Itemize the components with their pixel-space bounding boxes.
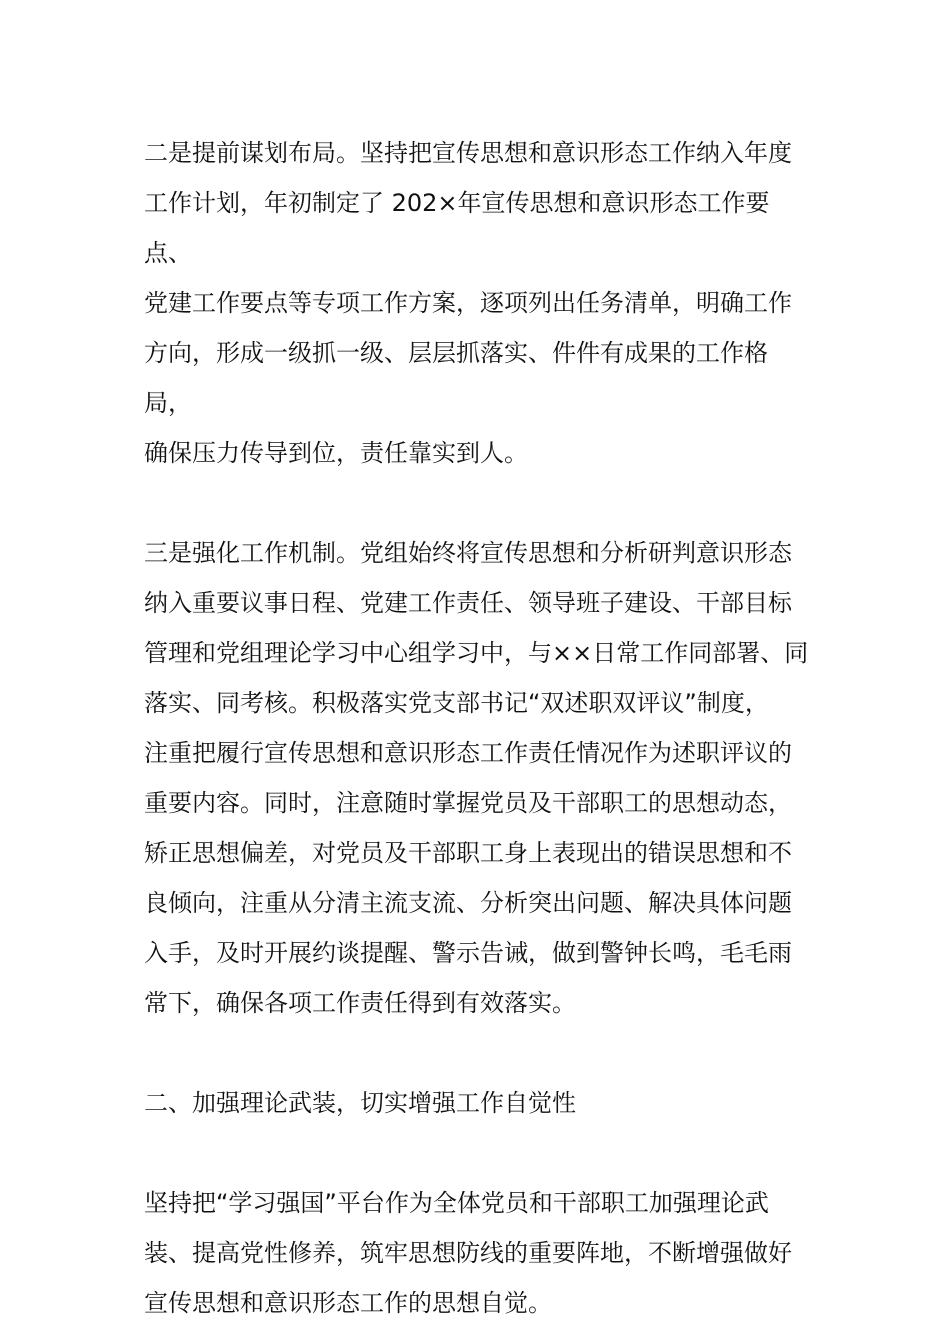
text-line: 坚持把“学习强国”平台作为全体党员和干部职工加强理论武: [144, 1189, 769, 1217]
paragraph-spacer: [144, 1128, 812, 1178]
heading-line: 二、加强理论武装，切实增强工作自觉性: [144, 1089, 576, 1117]
text-line: 党建工作要点等专项工作方案，逐项列出任务清单，明确工作: [144, 289, 792, 317]
text-line: 确保压力传导到位，责任靠实到人。: [144, 439, 528, 467]
section-heading: [144, 1078, 812, 1128]
text-line: 装、提高党性修养，筑牢思想防线的重要阵地，不断增强做好: [144, 1239, 792, 1267]
text-line: 管理和党组理论学习中心组学习中，与××日常工作同部署、同: [144, 639, 809, 667]
paragraph-study-platform: [144, 1178, 812, 1328]
text-line: 入手，及时开展约谈提醒、警示告诫，做到警钟长鸣，毛毛雨: [144, 939, 792, 967]
text-line: 良倾向，注重从分清主流支流、分析突出问题、解决具体问题: [144, 889, 792, 917]
text-line: 常下，确保各项工作责任得到有效落实。: [144, 989, 576, 1017]
text-line: 二是提前谋划布局。坚持把宣传思想和意识形态工作纳入年度: [144, 139, 792, 167]
paragraph-spacer: [144, 1028, 812, 1078]
text-line: 工作计划，年初制定了 202×年宣传思想和意识形态工作要点、: [144, 189, 770, 267]
text-line: 方向，形成一级抓一级、层层抓落实、件件有成果的工作格局，: [144, 339, 768, 417]
document-body: [144, 128, 812, 1328]
text-line: 宣传思想和意识形态工作的思想自觉。: [144, 1289, 552, 1317]
text-line: 三是强化工作机制。党组始终将宣传思想和分析研判意识形态: [144, 539, 792, 567]
text-line: 矫正思想偏差，对党员及干部职工身上表现出的错误思想和不: [144, 839, 792, 867]
paragraph-spacer: [144, 478, 812, 528]
text-line: 注重把履行宣传思想和意识形态工作责任情况作为述职评议的: [144, 739, 792, 767]
text-line: 纳入重要议事日程、党建工作责任、领导班子建设、干部目标: [144, 589, 792, 617]
paragraph-planning: [144, 128, 812, 478]
text-line: 落实、同考核。积极落实党支部书记“双述职双评议”制度，: [144, 689, 769, 717]
text-line: 重要内容。同时，注意随时掌握党员及干部职工的思想动态，: [144, 789, 792, 817]
paragraph-mechanism: [144, 528, 812, 1028]
